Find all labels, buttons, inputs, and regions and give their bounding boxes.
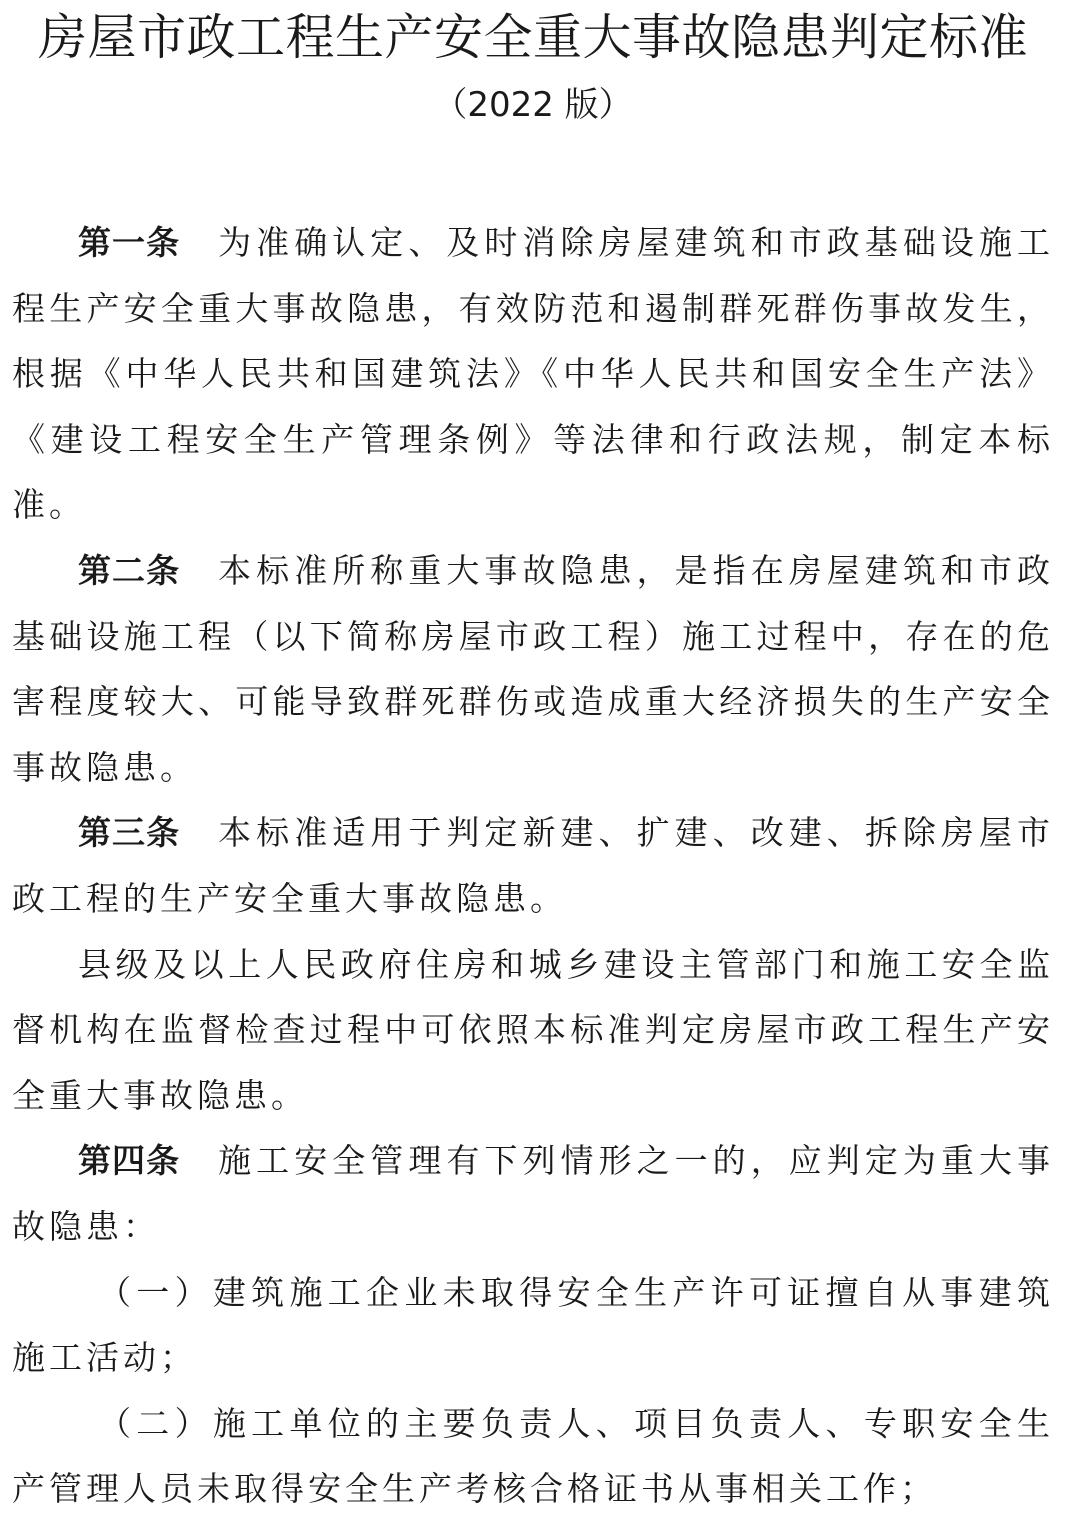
article-2-text: 本标准所称重大事故隐患，是指在房屋建筑和市政基础设施工程（以下简称房屋市政工程）施工过程中，存在的危害程度较大、可能导致群死群伤或造成重大经济损失的生产安全事故隐患。 (12, 550, 1054, 787)
article-4-item-1-text: （一）建筑施工企业未取得安全生产许可证擅自从事建筑施工活动； (12, 1272, 1054, 1378)
article-2 (12, 538, 1054, 800)
article-3-paragraph-2-text: 县级及以上人民政府住房和城乡建设主管部门和施工安全监督机构在监督检查过程中可依照本标准判定房屋市政工程生产安全重大事故隐患。 (12, 944, 1054, 1115)
article-2-label: 第二条 (78, 550, 181, 590)
article-4-text: 施工安全管理有下列情形之一的，应判定为重大事故隐患： (12, 1141, 1054, 1246)
article-4-item-2-text: （二）施工单位的主要负责人、项目负责人、专职安全生产管理人员未取得安全生产考核合格证书从事相关工作； (12, 1403, 1054, 1509)
article-4-item-1 (12, 1260, 1054, 1391)
article-1-text: 为准确认定、及时消除房屋建筑和市政基础设施工程生产安全重大事故隐患，有效防范和遏制群死群伤事故发生，根据《中华人民共和国建筑法》《中华人民共和国安全生产法》《建设工程安全生产管理条例》等法律和行政法规，制定本标准。 (12, 223, 1054, 525)
article-1-label: 第一条 (78, 223, 181, 262)
article-3-text: 本标准适用于判定新建、扩建、改建、拆除房屋市政工程的生产安全重大事故隐患。 (12, 813, 1054, 918)
article-4-label: 第四条 (78, 1141, 181, 1181)
article-3-paragraph-2 (12, 932, 1054, 1129)
article-3 (12, 800, 1054, 931)
article-4-item-2 (12, 1391, 1054, 1522)
document-title: 房屋市政工程生产安全重大事故隐患判定标准 (37, 9, 1028, 66)
article-3-label: 第三条 (78, 813, 181, 853)
document-body (12, 210, 1054, 1522)
document-edition: （2022 版） (433, 85, 633, 125)
article-1 (12, 210, 1054, 538)
article-4 (12, 1128, 1054, 1259)
document-page (12, 0, 1054, 1522)
